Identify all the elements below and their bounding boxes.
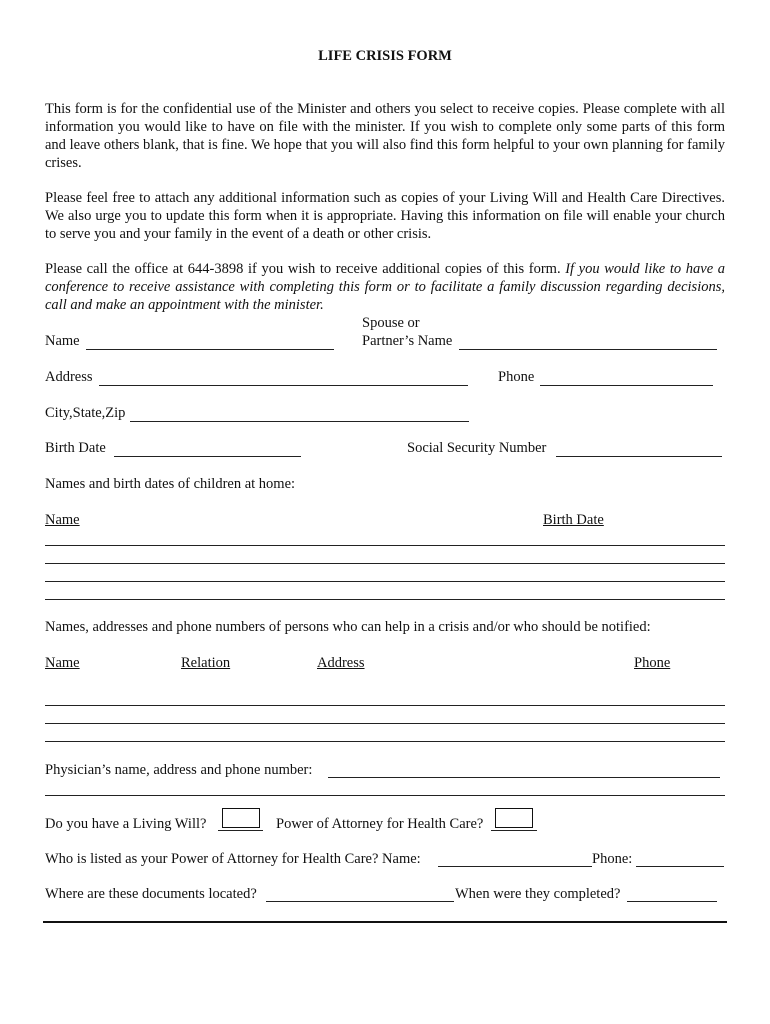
children-line-2[interactable] bbox=[45, 563, 725, 564]
poa-name-label: Who is listed as your Power of Attorney for Health Care? Name: bbox=[45, 851, 421, 867]
children-heading: Names and birth dates of children at home: bbox=[45, 476, 296, 492]
children-line-1[interactable] bbox=[45, 545, 725, 546]
poa-phone-field[interactable] bbox=[636, 866, 724, 867]
contacts-line-2[interactable] bbox=[45, 723, 725, 724]
contacts-col-address: Address bbox=[317, 655, 365, 671]
address-field[interactable] bbox=[99, 385, 468, 386]
intro-text-3: Please call the office at 644-3898 if you wish to receive additional copies of this form. bbox=[45, 261, 566, 277]
address-label: Address bbox=[45, 369, 93, 385]
intro-paragraph-2 bbox=[45, 189, 725, 243]
contacts-line-1[interactable] bbox=[45, 705, 725, 706]
living-will-checkbox[interactable] bbox=[222, 808, 260, 828]
ssn-field[interactable] bbox=[556, 456, 722, 457]
phone-label: Phone bbox=[498, 369, 535, 385]
children-col-name: Name bbox=[45, 512, 80, 528]
spouse-name-field[interactable] bbox=[459, 349, 717, 350]
poa-label: Power of Attorney for Health Care? bbox=[276, 816, 484, 832]
phone-field[interactable] bbox=[540, 385, 713, 386]
intro-text-1: This form is for the confidential use of the Minister and others you select to receive copies. Please complete with all information you would like to have on file with the minister. If you wish to complete only some parts of this form and leave others blank, that is fine. We hope that you will also find this form helpful to your own planning for family crises. bbox=[45, 101, 725, 171]
form-title: LIFE CRISIS FORM bbox=[318, 48, 452, 64]
intro-paragraph-3 bbox=[45, 260, 725, 314]
poa-phone-label: Phone: bbox=[592, 851, 633, 867]
bottom-rule bbox=[43, 921, 727, 923]
physician-field-line-2[interactable] bbox=[45, 795, 725, 796]
name-field[interactable] bbox=[86, 349, 334, 350]
poa-underline bbox=[491, 830, 537, 831]
intro-text-2: Please feel free to attach any additional information such as copies of your Living Will and Health Care Directives. We also urge you to update this form when it is appropriate. Having this information on file will enable your church to serve you and your family in the event of a death or other crisis. bbox=[45, 190, 725, 242]
spouse-label-line1: Spouse or bbox=[362, 315, 420, 331]
living-will-label: Do you have a Living Will? bbox=[45, 816, 207, 832]
docs-location-field[interactable] bbox=[266, 901, 454, 902]
contacts-col-relation: Relation bbox=[181, 655, 231, 671]
children-col-birth-date: Birth Date bbox=[543, 512, 604, 528]
spouse-label-line2: Partner’s Name bbox=[362, 333, 453, 349]
city-field[interactable] bbox=[130, 421, 469, 422]
intro-paragraph-1 bbox=[45, 100, 725, 172]
contacts-line-3[interactable] bbox=[45, 741, 725, 742]
contacts-col-phone: Phone bbox=[634, 655, 671, 671]
birth-date-field[interactable] bbox=[114, 456, 301, 457]
physician-label: Physician’s name, address and phone number: bbox=[45, 762, 313, 778]
physician-field[interactable] bbox=[328, 777, 720, 778]
poa-checkbox[interactable] bbox=[495, 808, 533, 828]
living-will-underline bbox=[218, 830, 263, 831]
contacts-heading: Names, addresses and phone numbers of persons who can help in a crisis and/or who should be notified: bbox=[45, 619, 651, 635]
children-line-4[interactable] bbox=[45, 599, 725, 600]
docs-date-field[interactable] bbox=[627, 901, 717, 902]
ssn-label: Social Security Number bbox=[407, 440, 547, 456]
name-label: Name bbox=[45, 333, 80, 349]
docs-location-label: Where are these documents located? bbox=[45, 886, 257, 902]
birth-date-label: Birth Date bbox=[45, 440, 106, 456]
children-line-3[interactable] bbox=[45, 581, 725, 582]
intro-text-3-italic: If you would like to have a conference to receive assistance with completing this form or to facilitate a family discussion regarding decisions, call and make an appointment with the minister. bbox=[45, 261, 725, 313]
city-label: City,State,Zip bbox=[45, 405, 126, 421]
contacts-col-name: Name bbox=[45, 655, 80, 671]
docs-date-label: When were they completed? bbox=[455, 886, 621, 902]
poa-name-field[interactable] bbox=[438, 866, 592, 867]
